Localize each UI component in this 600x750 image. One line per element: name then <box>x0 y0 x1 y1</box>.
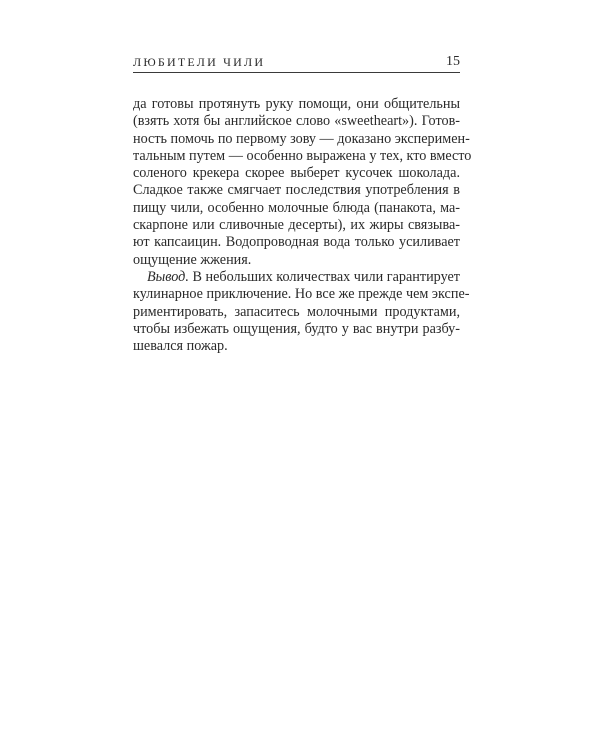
text-line: шевался пожар. <box>133 338 228 355</box>
text-line: Сладкое также смягчает последствия употребления в <box>133 182 460 199</box>
text-line: риментировать, запаситесь молочными продуктами, <box>133 303 460 320</box>
text-line: (взять хотя бы английское слово «sweetheart»). Готов- <box>133 113 460 130</box>
text-run: В небольших количествах чили гарантирует <box>188 268 460 285</box>
conclusion-label: Вывод. <box>147 268 189 285</box>
text-line: пищу чили, особенно молочные блюда (панакота, ма- <box>133 199 460 216</box>
text-line: тальным путем — особенно выражена у тех, кто вместо <box>133 147 472 164</box>
text-line: ность помочь по первому зову — доказано эксперимен- <box>133 130 470 147</box>
text-line: ощущение жжения. <box>133 251 252 268</box>
text-line: скарпоне или сливочные десерты), их жиры связыва- <box>133 217 460 234</box>
body-text <box>133 96 472 355</box>
text-line: ют капсаицин. Водопроводная вода только усиливает <box>133 234 460 251</box>
header-rule <box>133 72 460 73</box>
paragraph-1 <box>133 96 472 269</box>
text-line: чтобы избежать ощущения, будто у вас внутри разбу- <box>133 320 460 337</box>
running-header <box>133 54 460 70</box>
text-line: да готовы протянуть руку помощи, они общительны <box>133 96 460 112</box>
text-line: кулинарное приключение. Но все же прежде чем экспе- <box>133 286 470 303</box>
text-line <box>133 269 460 286</box>
text-line: соленого крекера скорее выберет кусочек шоколада. <box>133 165 460 182</box>
paragraph-2 <box>133 268 470 355</box>
page-number: 15 <box>446 54 460 69</box>
running-title: ЛЮБИТЕЛИ ЧИЛИ <box>133 55 266 69</box>
